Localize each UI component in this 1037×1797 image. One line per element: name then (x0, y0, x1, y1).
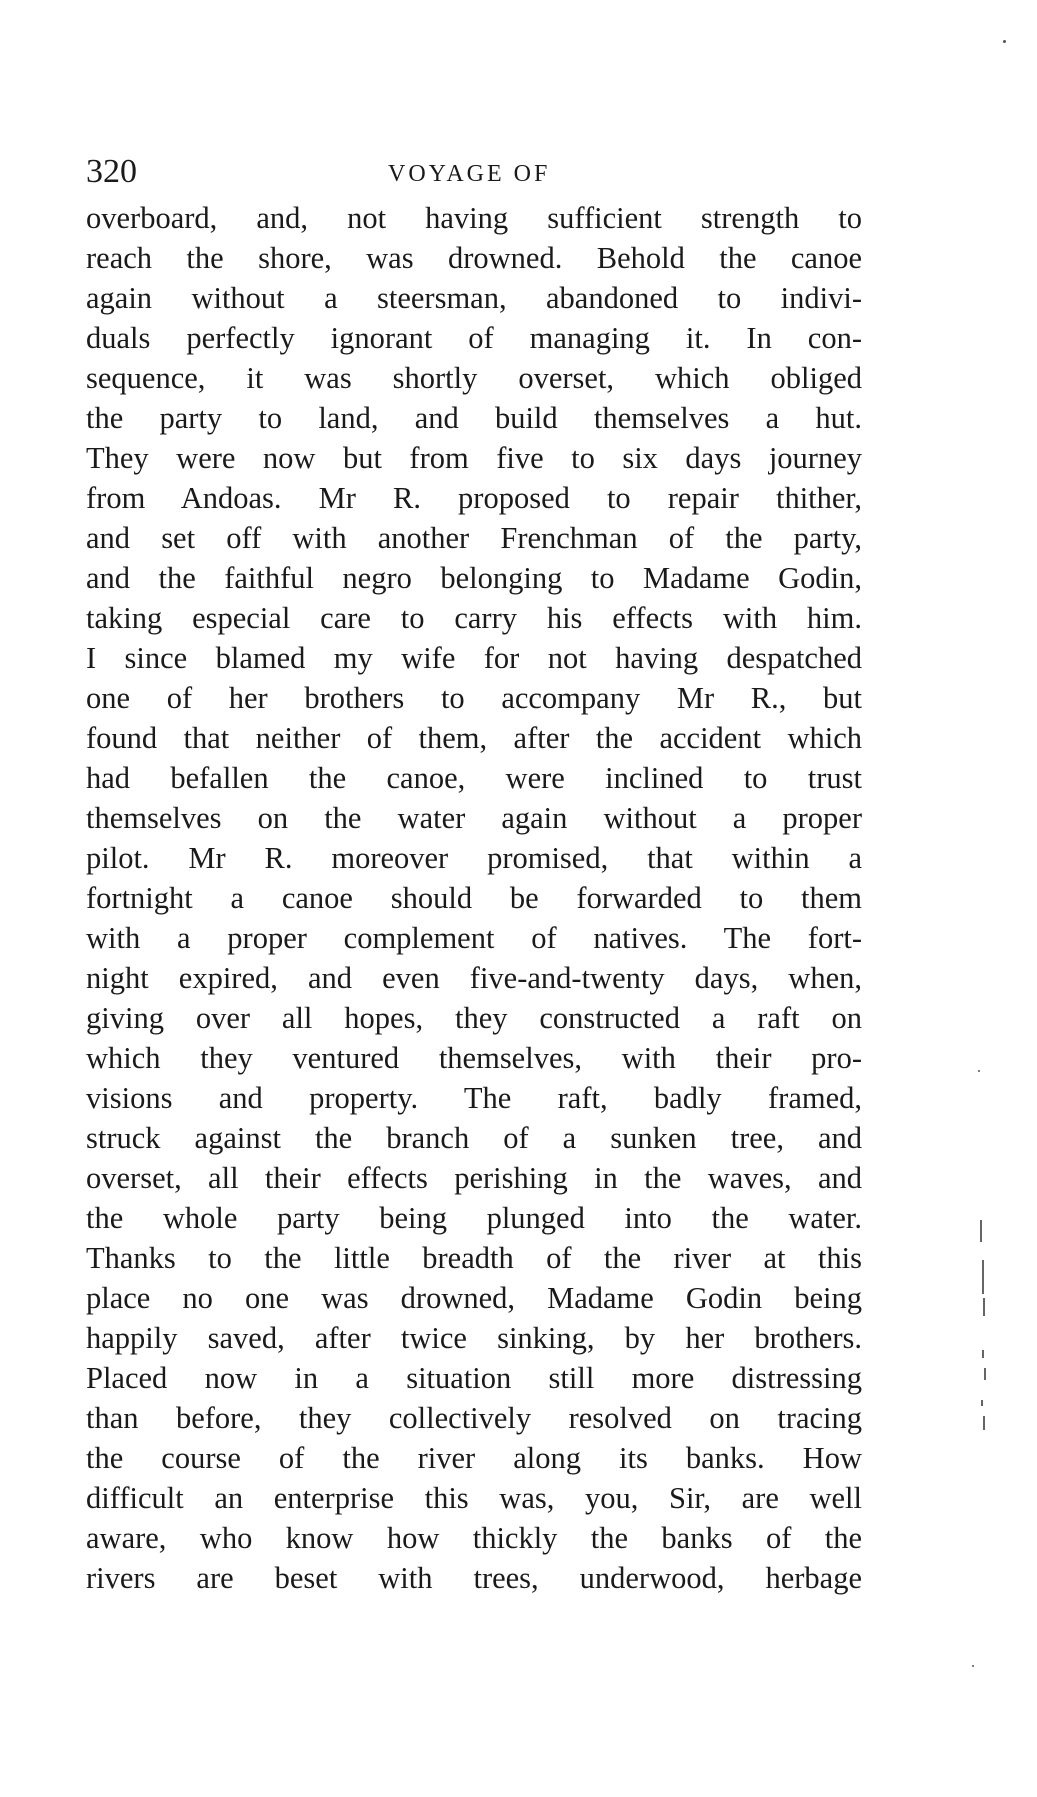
page-number: 320 (86, 153, 137, 190)
text-line: happily saved, after twice sinking, by her brothers. (86, 1321, 862, 1355)
text-line: Thanks to the little breadth of the river at this (86, 1241, 862, 1275)
edge-show-through-marks (978, 1220, 992, 1450)
text-line: pilot. Mr R. moreover promised, that within a (86, 841, 862, 875)
text-line: had befallen the canoe, were inclined to trust (86, 761, 862, 795)
text-line: Placed now in a situation still more distressing (86, 1361, 862, 1395)
text-line: sequence, it was shortly overset, which obliged (86, 361, 862, 395)
text-line: night expired, and even five-and-twenty days, when, (86, 961, 862, 995)
text-line: giving over all hopes, they constructed a raft on (86, 1001, 862, 1035)
text-line: overboard, and, not having sufficient strength to (86, 201, 862, 235)
text-line: one of her brothers to accompany Mr R., but (86, 681, 862, 715)
text-line: overset, all their effects perishing in the waves, and (86, 1161, 862, 1195)
scan-speck (1003, 40, 1006, 43)
text-line: visions and property. The raft, badly framed, (86, 1081, 862, 1115)
text-line: and the faithful negro belonging to Madame Godin, (86, 561, 862, 595)
running-head: VOYAGE OF (388, 161, 551, 187)
body-text (86, 198, 862, 1598)
scan-speck (972, 1665, 974, 1667)
text-line: I since blamed my wife for not having despatched (86, 641, 862, 675)
text-line: taking especial care to carry his effects with him. (86, 601, 862, 635)
text-line: the party to land, and build themselves a hut. (86, 401, 862, 435)
scan-speck (978, 1070, 980, 1072)
text-line: duals perfectly ignorant of managing it. In con- (86, 321, 862, 355)
text-line: from Andoas. Mr R. proposed to repair thither, (86, 481, 862, 515)
text-line: aware, who know how thickly the banks of the (86, 1521, 862, 1555)
text-line: found that neither of them, after the accident which (86, 721, 862, 755)
text-line: struck against the branch of a sunken tree, and (86, 1121, 862, 1155)
text-line: fortnight a canoe should be forwarded to them (86, 881, 862, 915)
text-line: rivers are beset with trees, underwood, herbage (86, 1561, 862, 1595)
text-line: which they ventured themselves, with their pro- (86, 1041, 862, 1075)
text-line: place no one was drowned, Madame Godin being (86, 1281, 862, 1315)
text-line: difficult an enterprise this was, you, Sir, are well (86, 1481, 862, 1515)
text-line: with a proper complement of natives. The fort- (86, 921, 862, 955)
text-line: the course of the river along its banks. How (86, 1441, 862, 1475)
text-line: reach the shore, was drowned. Behold the canoe (86, 241, 862, 275)
page-header (86, 150, 866, 194)
text-line: the whole party being plunged into the water. (86, 1201, 862, 1235)
text-line: and set off with another Frenchman of the party, (86, 521, 862, 555)
text-line: than before, they collectively resolved on tracing (86, 1401, 862, 1435)
text-line: They were now but from five to six days journey (86, 441, 862, 475)
text-line: themselves on the water again without a proper (86, 801, 862, 835)
text-line: again without a steersman, abandoned to indivi- (86, 281, 862, 315)
